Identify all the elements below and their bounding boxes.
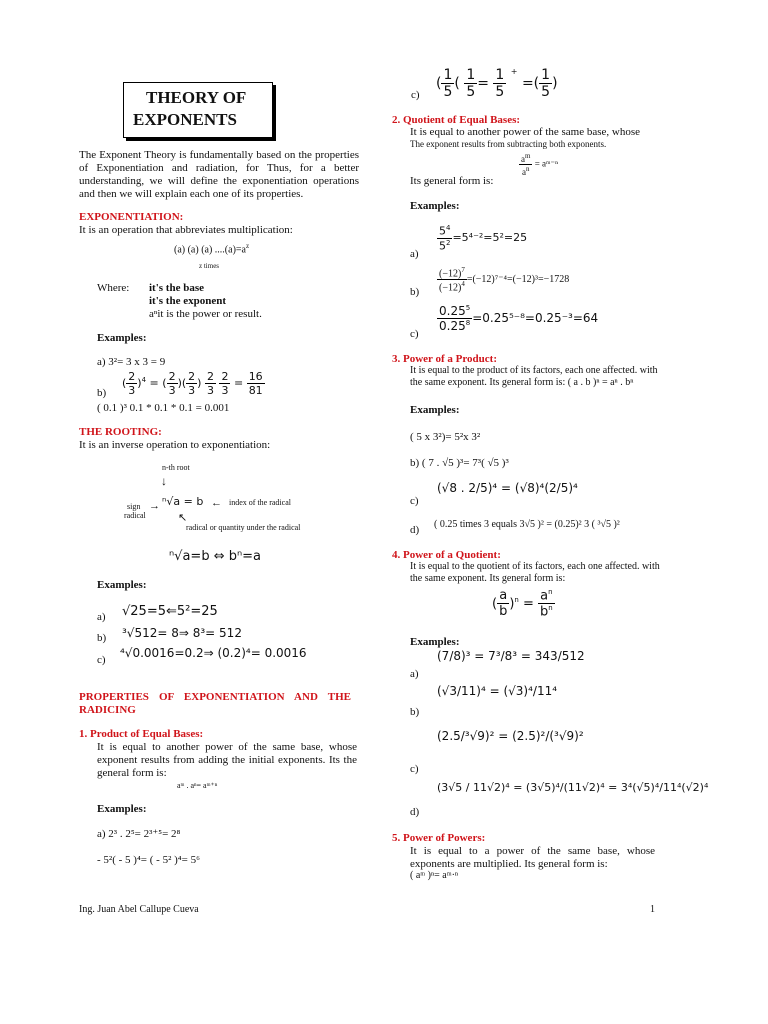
- where-exponent: it's the exponent: [149, 295, 226, 307]
- right-arrow-icon: →: [149, 500, 160, 512]
- p1-heading: 1. Product of Equal Bases:: [79, 728, 204, 740]
- up-arrow-icon: ↖: [178, 512, 188, 524]
- formula-text: (a) (a) (a) ....(a)=a: [174, 244, 246, 256]
- p5-formula: ( aᵐ )ⁿ= aᵐ·ⁿ: [410, 870, 459, 881]
- p1-text: It is equal to another power of the same base, whose exponent results from adding the initial exponents. Its the general form is:: [97, 741, 357, 779]
- p2-ex-a: $\frac{5^4}{5^2}$ =5⁴⁻²=5²=25: [439, 224, 528, 253]
- p2-text-1: It is equal to another power of the same base, whose: [410, 126, 641, 138]
- examples-label-5: Examples:: [410, 404, 460, 416]
- p4-ex-a-label: a): [410, 668, 419, 680]
- radical-label: radical: [124, 511, 146, 520]
- root-example-c: ⁴√0.0016=0.2⇒ (0.2)⁴= 0.0016: [120, 646, 307, 660]
- exp-example-b-formula: ( $\frac{2}{3}$ )$^4$ = ( $\frac{2}{3}$ )( $\frac{2}{3}$ ) $\frac{2}{3}$ $\frac{2}{3}$ = $\frac{16}{81}$: [122, 370, 263, 397]
- where-base: it's the base: [149, 282, 204, 294]
- p4-ex-b: (√3/11)⁴ = (√3)⁴/11⁴: [437, 684, 558, 698]
- p4-text: It is equal to the quotient of its factors, each one affected. with the same exponent. Its general form is:: [410, 561, 660, 584]
- c-formula: ( $\frac{1}{5}$ ( $\frac{1}{5}$ = $\frac{1}{5}$ + =( $\frac{1}{5}$ ): [436, 67, 558, 100]
- examples-label-1: Examples:: [97, 332, 147, 344]
- p3-ex-d: ( 0.25 times 3 equals 3√5 )² = (0.25)² 3 ( ³√5 )²: [434, 519, 620, 530]
- p2-formula-rhs: = aᵐ⁻ⁿ: [534, 158, 559, 169]
- p2-ex-c-label: c): [410, 328, 419, 340]
- p3-text: It is equal to the product of its factors, each one affected. with the same exponent. Its general form is: ( a . b )ⁿ = aⁿ . bⁿ: [410, 365, 658, 388]
- times-label: z times: [199, 262, 220, 270]
- p1-formula: aᵐ . aⁿ= aᵐ⁺ⁿ: [177, 781, 218, 790]
- p2-text-2: The exponent results from subtracting both exponents.: [410, 139, 607, 149]
- p2-ex-b-label: b): [410, 286, 420, 298]
- exp-example-a: a) 3²= 3 x 3 = 9: [97, 356, 166, 368]
- rooting-heading: THE ROOTING:: [79, 426, 162, 438]
- p4-ex-d-label: d): [410, 806, 420, 818]
- root-example-a-label: a): [97, 611, 106, 623]
- root-example-b: ³√512= 8⇒ 8³= 512: [122, 626, 242, 640]
- sign-label: sign: [127, 502, 141, 511]
- root-example-a: √25=5⇐5²=25: [122, 604, 218, 619]
- p5-text: It is equal to a power of the same base, whose exponents are multiplied. Its general form is:: [410, 845, 655, 870]
- footer-author: Ing. Juan Abel Callupe Cueva: [79, 904, 199, 915]
- exponentiation-heading: EXPONENTIATION:: [79, 211, 184, 223]
- p2-form-label: Its general form is:: [410, 175, 494, 187]
- p3-ex-d-label: d): [410, 524, 420, 536]
- properties-heading: PROPERTIES OF EXPONENTIATION AND THE RADICING: [79, 691, 351, 716]
- p2-ex-c: $\frac{0.25^5}{0.25^8}$ =0.25⁵⁻⁸=0.25⁻³=64: [439, 304, 599, 333]
- index-label: index of the radical: [229, 498, 291, 507]
- title-line-2: EXPONENTS: [133, 110, 237, 129]
- where-label: Where:: [97, 282, 130, 294]
- p3-ex-c-label: c): [410, 495, 419, 507]
- rooting-equivalence: ⁿ√a=b ⇔ bⁿ=a: [169, 549, 262, 564]
- p4-ex-b-label: b): [410, 706, 420, 718]
- p2-ex-b: $\frac{(-12)^7}{(-12)^4}$ =(−12)⁷⁻⁴=(−12)³=−1728: [439, 266, 570, 294]
- exp-example-b-label: b): [97, 387, 107, 399]
- p3-heading: 3. Power of a Product:: [392, 353, 497, 365]
- root-example-c-label: c): [97, 654, 106, 666]
- p4-ex-d: (3√5 / 11√2)⁴ = (3√5)⁴/(11√2)⁴ = 3⁴(√5)⁴/11⁴(√2)⁴: [437, 781, 709, 794]
- where-result: aⁿit is the power or result.: [149, 308, 262, 320]
- p1-example-b: - 5²( - 5 )⁴= ( - 5² )⁴= 5⁶: [97, 854, 200, 866]
- p2-general-formula: $\frac{a^m}{a^n}$ = aᵐ⁻ⁿ: [521, 152, 559, 177]
- p4-general-formula: ( $\frac{a}{b}$ )$^n$ = $\frac{a^n}{b^n}$: [492, 588, 553, 620]
- p1-example-a: a) 2³ . 2⁵= 2³⁺⁵= 2⁸: [97, 828, 181, 840]
- p2-ex-c-rhs: =0.25⁵⁻⁸=0.25⁻³=64: [472, 311, 599, 325]
- p2-heading: 2. Quotient of Equal Bases:: [392, 114, 521, 126]
- p3-ex-a: ( 5 x 3²)= 5²x 3²: [410, 431, 481, 443]
- p4-ex-c-label: c): [410, 763, 419, 775]
- c-label: c): [411, 89, 420, 101]
- p2-ex-a-rhs: =5⁴⁻²=5²=25: [452, 231, 528, 245]
- intro-paragraph: The Exponent Theory is fundamentally based on the properties of Exponentiation and radiation, for Thus, for a better understanding, we will define the exponentiation operations and then we will explain each one of its properties.: [79, 149, 359, 200]
- radicand-label: radical or quantity under the radical: [186, 523, 301, 532]
- title-line-1: THEORY OF: [146, 88, 247, 107]
- nth-root-label: n-th root: [162, 463, 190, 472]
- p4-ex-c: (2.5/³√9)² = (2.5)²/(³√9)²: [437, 729, 584, 743]
- examples-label-3: Examples:: [97, 803, 147, 815]
- p2-ex-b-rhs: =(−12)⁷⁻⁴=(−12)³=−1728: [466, 274, 570, 286]
- root-example-b-label: b): [97, 632, 107, 644]
- p5-heading: 5. Power of Powers:: [392, 832, 486, 844]
- p4-ex-a: (7/8)³ = 7³/8³ = 343/512: [437, 649, 585, 663]
- title-box: [123, 82, 273, 138]
- radical-diagram-formula: ⁿ√a = b: [162, 495, 204, 508]
- p3-ex-c: (√8 . 2/5)⁴ = (√8)⁴(2/5)⁴: [437, 481, 578, 495]
- left-arrow-icon: ←: [211, 497, 222, 509]
- rooting-text: It is an inverse operation to exponentiation:: [79, 439, 271, 451]
- p2-ex-a-label: a): [410, 248, 419, 260]
- exponentiation-formula: [174, 240, 249, 256]
- formula-exponent: z: [245, 242, 250, 250]
- p3-ex-b: b) ( 7 . √5 )³= 7³( √5 )³: [410, 457, 509, 469]
- examples-label-4: Examples:: [410, 200, 460, 212]
- exp-example-c: ( 0.1 )³ 0.1 * 0.1 * 0.1 = 0.001: [97, 402, 230, 414]
- examples-label-2: Examples:: [97, 579, 147, 591]
- page-number: 1: [650, 904, 655, 915]
- examples-label-6: Examples:: [410, 636, 460, 648]
- p4-heading: 4. Power of a Quotient:: [392, 549, 501, 561]
- exponentiation-text: It is an operation that abbreviates multiplication:: [79, 224, 293, 236]
- down-arrow-icon: ↓: [161, 474, 167, 488]
